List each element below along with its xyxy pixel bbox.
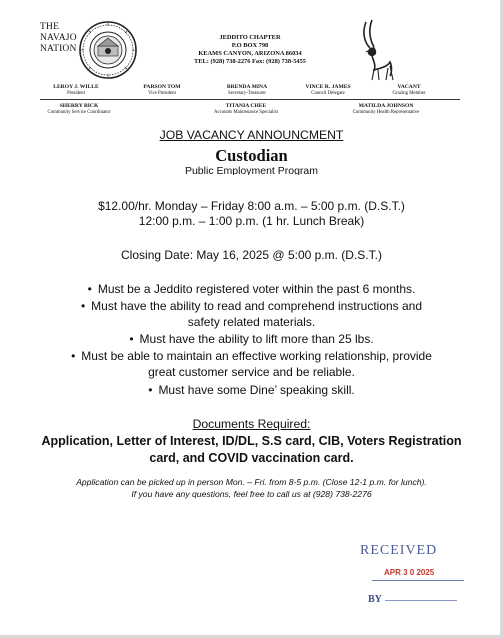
officer-grazing-member: VACANT Grazing Member (392, 84, 426, 96)
chapter-phone: TEL: (928) 738-2276 Fax: (928) 738-5455 (193, 58, 306, 65)
announcement-heading: JOB VACANCY ANNOUNCMENT (159, 128, 344, 142)
requirement-item: • Must have the ability to read and comprehend instructions and (80, 299, 423, 313)
nation-name (40, 22, 77, 55)
officer-vice-president: PARSON TOM Vice President (143, 84, 181, 96)
requirement-item: • Must have the ability to lift more than 25 lbs. (129, 332, 374, 346)
closing-date: Closing Date: May 16, 2025 @ 5:00 p.m. (D.S.T.) (121, 248, 382, 262)
officer-council-delegate: VINCE R. JAMES Council Delegate (305, 84, 351, 96)
received-stamp: RECEIVED (360, 543, 438, 558)
navajo-nation-seal-icon (78, 20, 138, 80)
bullet-icon: • (80, 299, 86, 313)
officer-accounts-maintenance: TITANIA CHEE Accounts Maintenance Specialist (214, 103, 278, 115)
pickup-instructions: Application can be picked up in person Mon. – Fri. from 8-5 p.m. (Close 12-1 p.m. for lunch). If you have any questions, feel free to call us at (928) 738-2276 (76, 477, 427, 499)
chapter-address-block (160, 34, 340, 66)
letterhead-divider (40, 99, 460, 100)
stamp-line (372, 580, 464, 581)
pay-schedule: $12.00/hr. Monday – Friday 8:00 a.m. – 5:00 p.m. (D.S.T.) (98, 199, 405, 213)
nation-line: NATION (40, 44, 77, 54)
position-title: Custodian (215, 146, 288, 165)
documents-heading: Documents Required: (192, 417, 311, 431)
bullet-icon: • (71, 349, 76, 363)
officer-president: LEROY J. WILLE President (53, 84, 99, 96)
requirement-continuation: safety related materials. (187, 315, 316, 329)
bullet-icon: • (148, 383, 153, 397)
officer-community-service-coordinator: SHERRY BICK Community Service Coordinator (47, 103, 111, 115)
chapter-city: KEAMS CANYON, ARIZONA 86034 (198, 50, 302, 57)
bullet-icon: • (129, 332, 134, 346)
documents-list: Application, Letter of Interest, ID/DL, S.S card, CIB, Voters Registration card, and COVID vaccination card. (41, 434, 462, 465)
lunch-schedule: 12:00 p.m. – 1:00 p.m. (1 hr. Lunch Break) (138, 214, 365, 228)
bullet-icon: • (87, 282, 92, 296)
received-by-signature (385, 600, 457, 601)
chapter-name: JEDDITO CHAPTER (219, 34, 281, 41)
requirement-item: • Must have some Dine’ speaking skill. (148, 383, 355, 397)
po-box: P.O BOX 798 (231, 42, 269, 49)
received-date: APR 3 0 2025 (384, 568, 435, 577)
nation-line: THE (40, 22, 60, 32)
requirement-item: • Must be a Jeddito registered voter within the past 6 months. (87, 282, 416, 296)
requirement-item: • Must be able to maintain an effective working relationship, provide (71, 349, 432, 363)
nation-line: NAVAJO (40, 33, 77, 43)
antelope-logo-icon (352, 18, 398, 84)
received-by-label: BY (368, 594, 382, 605)
requirement-continuation: great customer service and be reliable. (148, 365, 355, 379)
program-name: Public Employment Program (184, 165, 319, 175)
officer-community-health-rep: MATILDA JOHNSON Community Health Representative (352, 103, 420, 115)
officer-secretary-treasurer: BRENDA MINA Secretary-Treasurer (226, 84, 268, 96)
